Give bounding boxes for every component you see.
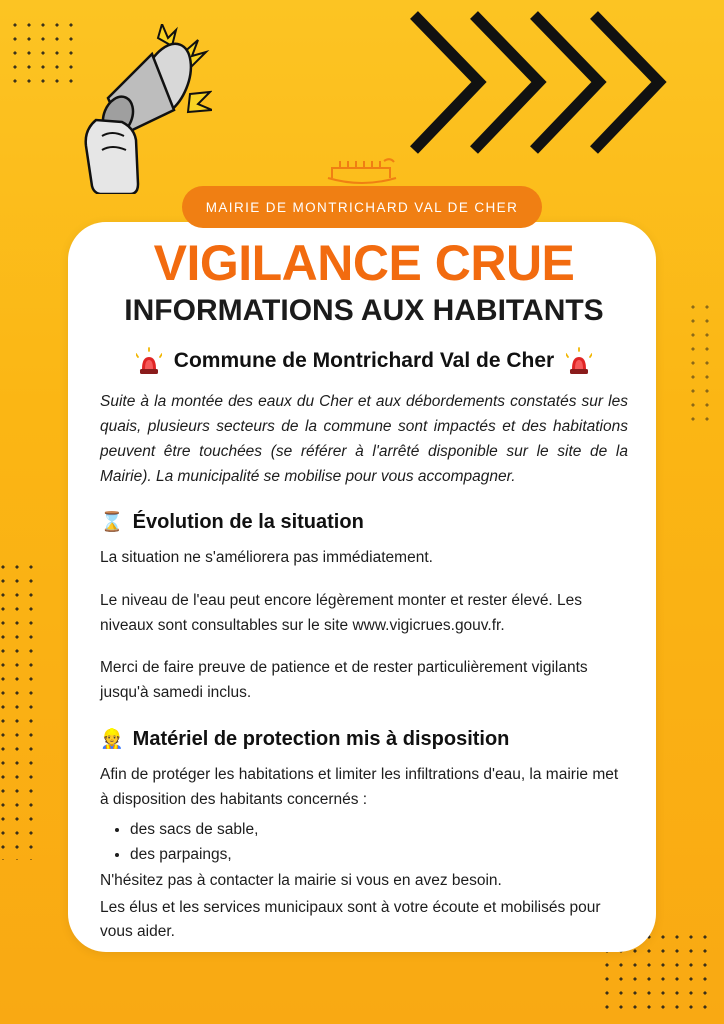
hourglass-icon: ⌛: [100, 511, 124, 533]
list-item: • des parpaings,: [130, 842, 628, 867]
intro-paragraph: Suite à la montée des eaux du Cher et aux débordements constatés sur les quais, plusieurs secteurs de la commune sont impactés et des habitations peuvent être touchées (se référer à l'arrêté disponible sur le site de la Mairie). La municipalité se mobilise pour vous accompagner.: [100, 392, 628, 485]
paragraph: Merci de faire preuve de patience et de rester particulièrement vigilants jusqu'à samedi inclus.: [100, 659, 588, 702]
paragraph: Afin de protéger les habitations et limiter les infiltrations d'eau, la mairie met à disposition des habitants concernés :: [100, 765, 619, 808]
siren-icon: [566, 347, 592, 375]
dot-pattern-middle-right: [686, 300, 716, 430]
dot-pattern-middle-left: [0, 560, 42, 860]
section-materiel-title: Matériel de protection mis à disposition: [132, 727, 510, 750]
section-materiel: [100, 728, 628, 945]
paragraph: N'hésitez pas à contacter la mairie si vous en avez besoin.: [100, 871, 502, 889]
boat-icon: [320, 148, 404, 188]
commune-label: Commune de Montrichard Val de Cher: [173, 348, 555, 372]
chevron-decoration: [404, 10, 704, 160]
section-materiel-heading: [100, 728, 628, 751]
paragraph: Les élus et les services municipaux sont à votre écoute et mobilisés pour vous aider.: [100, 898, 601, 941]
construction-worker-icon: 👷: [100, 728, 124, 750]
section-evolution-heading: [100, 511, 628, 534]
siren-icon: [136, 347, 162, 375]
list-item: • des sacs de sable,: [130, 817, 628, 842]
commune-heading: [100, 347, 628, 375]
mairie-ribbon: [182, 186, 542, 228]
page-title: VIGILANCE CRUE: [153, 235, 575, 291]
section-evolution-title: Évolution de la situation: [132, 510, 364, 533]
poster-content: [100, 235, 628, 945]
section-evolution: [100, 511, 628, 706]
materiel-list: [100, 817, 628, 867]
paragraph: La situation ne s'améliorera pas immédiatement.: [100, 548, 433, 566]
paragraph: Le niveau de l'eau peut encore légèrement monter et rester élevé. Les niveaux sont consultables sur le site www.vigicrues.gouv.fr.: [100, 591, 583, 634]
megaphone-icon: [62, 24, 212, 194]
page-subtitle: INFORMATIONS AUX HABITANTS: [124, 294, 604, 327]
ribbon-label: MAIRIE DE MONTRICHARD VAL DE CHER: [205, 199, 519, 215]
